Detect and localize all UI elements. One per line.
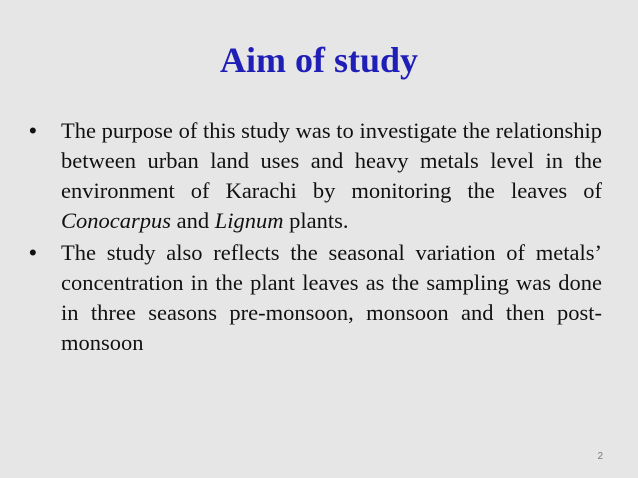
bullet-list <box>29 116 602 360</box>
text-segment: The purpose of this study was to investigate the relationship between urban land uses and heavy metals level in the environment of Karachi by monitoring the leaves of <box>61 118 602 203</box>
bullet-text <box>61 118 602 233</box>
species-name: Conocarpus <box>61 208 172 233</box>
bullet-text <box>61 240 602 355</box>
page-number: 2 <box>597 451 603 462</box>
bullet-item-purpose <box>29 116 602 236</box>
slide-title: Aim of study <box>219 40 419 80</box>
bullet-item-seasonal-variation <box>29 238 602 358</box>
text-segment: The study also reflects the seasonal variation of metals’ concentration in the plant leaves as the sampling was done in three seasons pre-monsoon, monsoon and then post-monsoon <box>61 240 602 355</box>
text-segment: plants. <box>283 208 349 233</box>
text-segment: and <box>171 208 215 233</box>
species-name: Lignum <box>214 208 284 233</box>
